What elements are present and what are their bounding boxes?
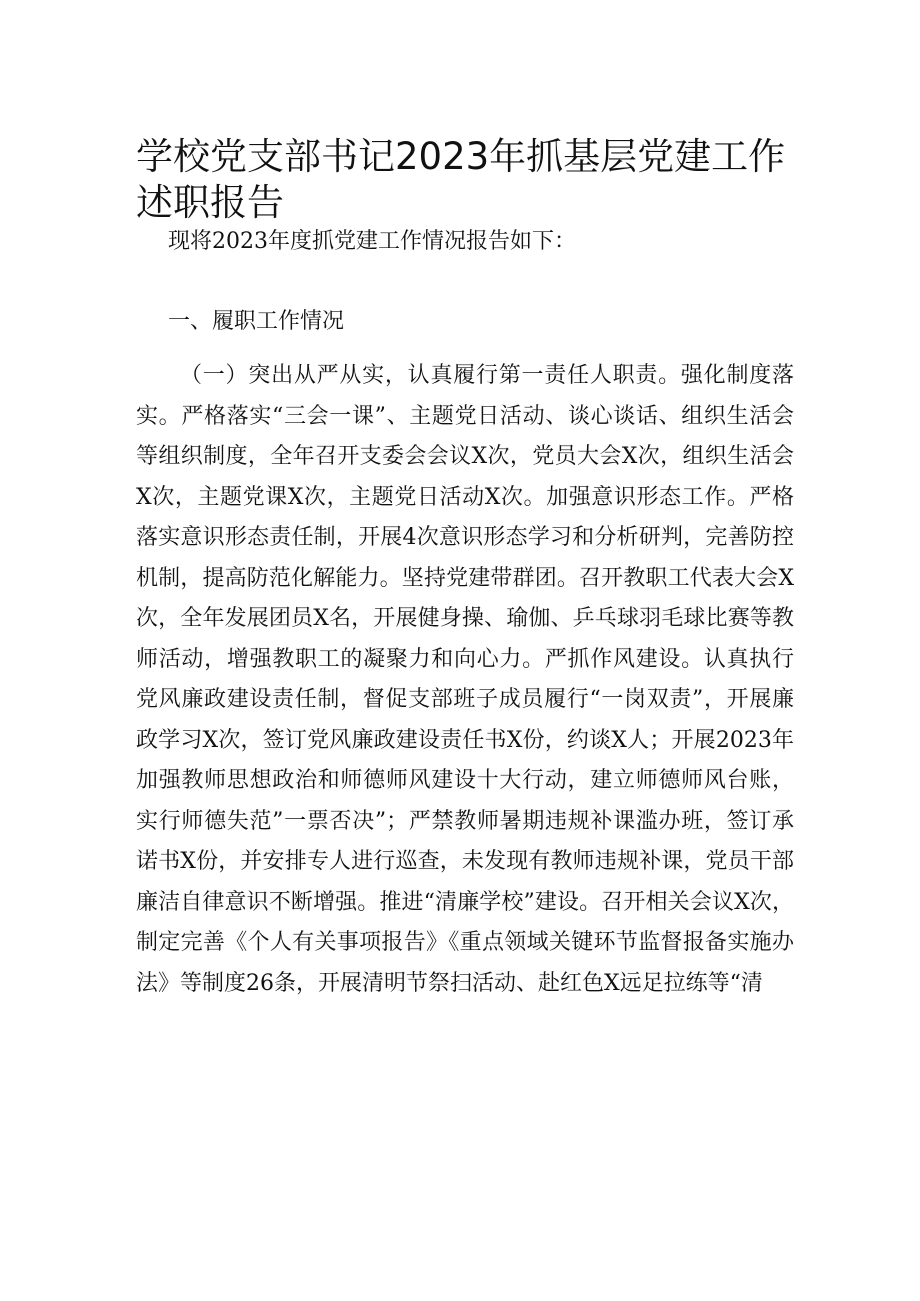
intro-paragraph: 现将2023年度抓党建工作情况报告如下：	[168, 229, 576, 254]
document-title: 学校党支部书记2023年抓基层党建工作述职报告	[136, 135, 786, 224]
section-heading: 一、履职工作情况	[168, 309, 345, 334]
body-paragraph: （一）突出从严从实，认真履行第一责任人职责。强化制度落实。严格落实“三会一课”、主题党日活动、谈心谈话、组织生活会等组织制度，全年召开支委会会议X次，党员大会X次，组织生活会X次，主题党课X次，主题党日活动X次。加强意识形态工作。严格落实意识形态责任制，开展4次意识形态学习和分析研判，完善防控机制，提高防范化解能力。坚持党建带群团。召开教职工代表大会X次，全年发展团员X名，开展健身操、瑜伽、乒乓球羽毛球比赛等教师活动，增强教职工的凝聚力和向心力。严抓作风建设。认真执行党风廉政建设责任制，督促支部班子成员履行“一岗双责”，开展廉政学习X次，签订党风廉政建设责任书X份，约谈X人；开展2023年加强教师思想政治和师德师风建设十大行动，建立师德师风台账，实行师德失范”一票否决”；严禁教师暑期违规补课滥办班，签订承诺书X份，并安排专人进行巡查，未发现有教师违规补课，党员干部廉洁自律意识不断增强。推进“清廉学校”建设。召开相关会议X次，制定完善《个人有关事项报告》《重点领域关键环节监督报备实施办法》等制度26条，开展清明节祭扫活动、赴红色X远足拉练等“清	[136, 363, 794, 996]
